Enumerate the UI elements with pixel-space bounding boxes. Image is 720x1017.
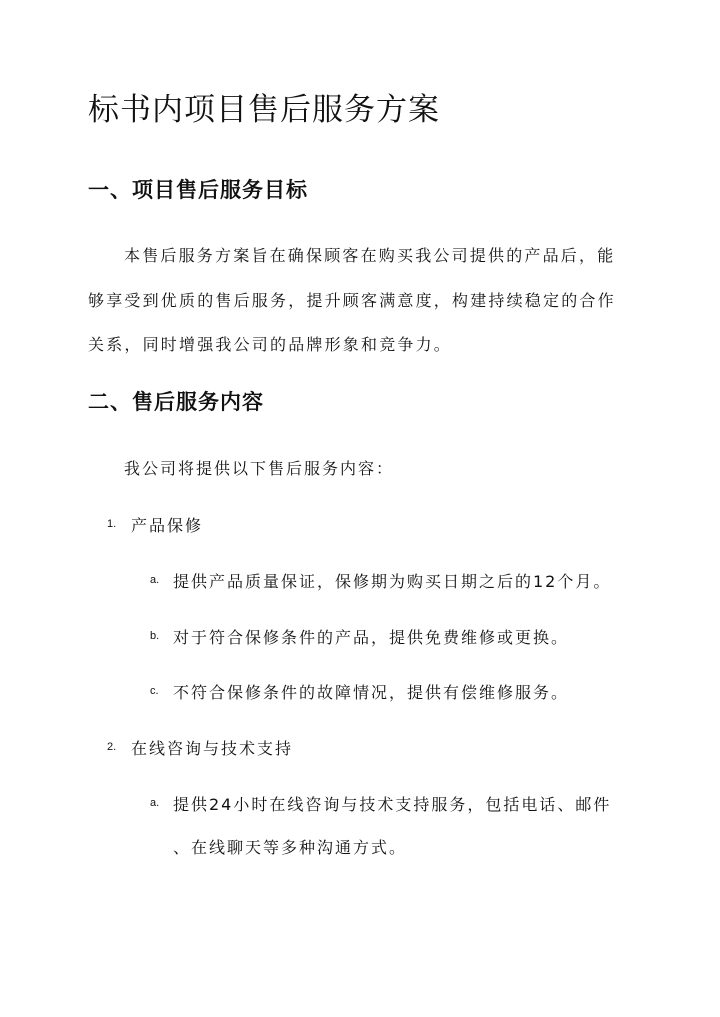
sublist-marker: a. (150, 797, 160, 809)
list-item-number: 2. (107, 741, 117, 753)
paragraph-line: 本售后服务方案旨在确保顾客在购买我公司提供的产品后，能 (124, 246, 616, 265)
section-heading-goals: 一、项目售后服务目标 (88, 178, 308, 202)
list-item-label: 在线咨询与技术支持 (131, 739, 294, 758)
paragraph-line: 关系，同时增强我公司的品牌形象和竞争力。 (88, 335, 453, 354)
section-heading-content: 二、售后服务内容 (88, 390, 264, 414)
section-content-intro: 我公司将提供以下售后服务内容： (124, 459, 395, 478)
sublist-text: 提供24小时在线咨询与技术支持服务，包括电话、邮件 (173, 795, 612, 814)
document-title: 标书内项目售后服务方案 (88, 92, 440, 128)
sublist-text: 对于符合保修条件的产品，提供免费维修或更换。 (173, 628, 570, 647)
sublist-marker: b. (150, 630, 160, 642)
sublist-text: 提供产品质量保证，保修期为购买日期之后的12个月。 (173, 572, 612, 591)
sublist-marker: c. (150, 685, 159, 697)
sublist-text: 不符合保修条件的故障情况，提供有偿维修服务。 (173, 683, 570, 702)
paragraph-line: 够享受到优质的售后服务，提升顾客满意度，构建持续稳定的合作 (88, 291, 616, 310)
sublist-marker: a. (150, 574, 160, 586)
list-item-label: 产品保修 (131, 516, 204, 535)
list-item-number: 1. (107, 518, 117, 530)
sublist-text: 、在线聊天等多种沟通方式。 (173, 838, 408, 857)
